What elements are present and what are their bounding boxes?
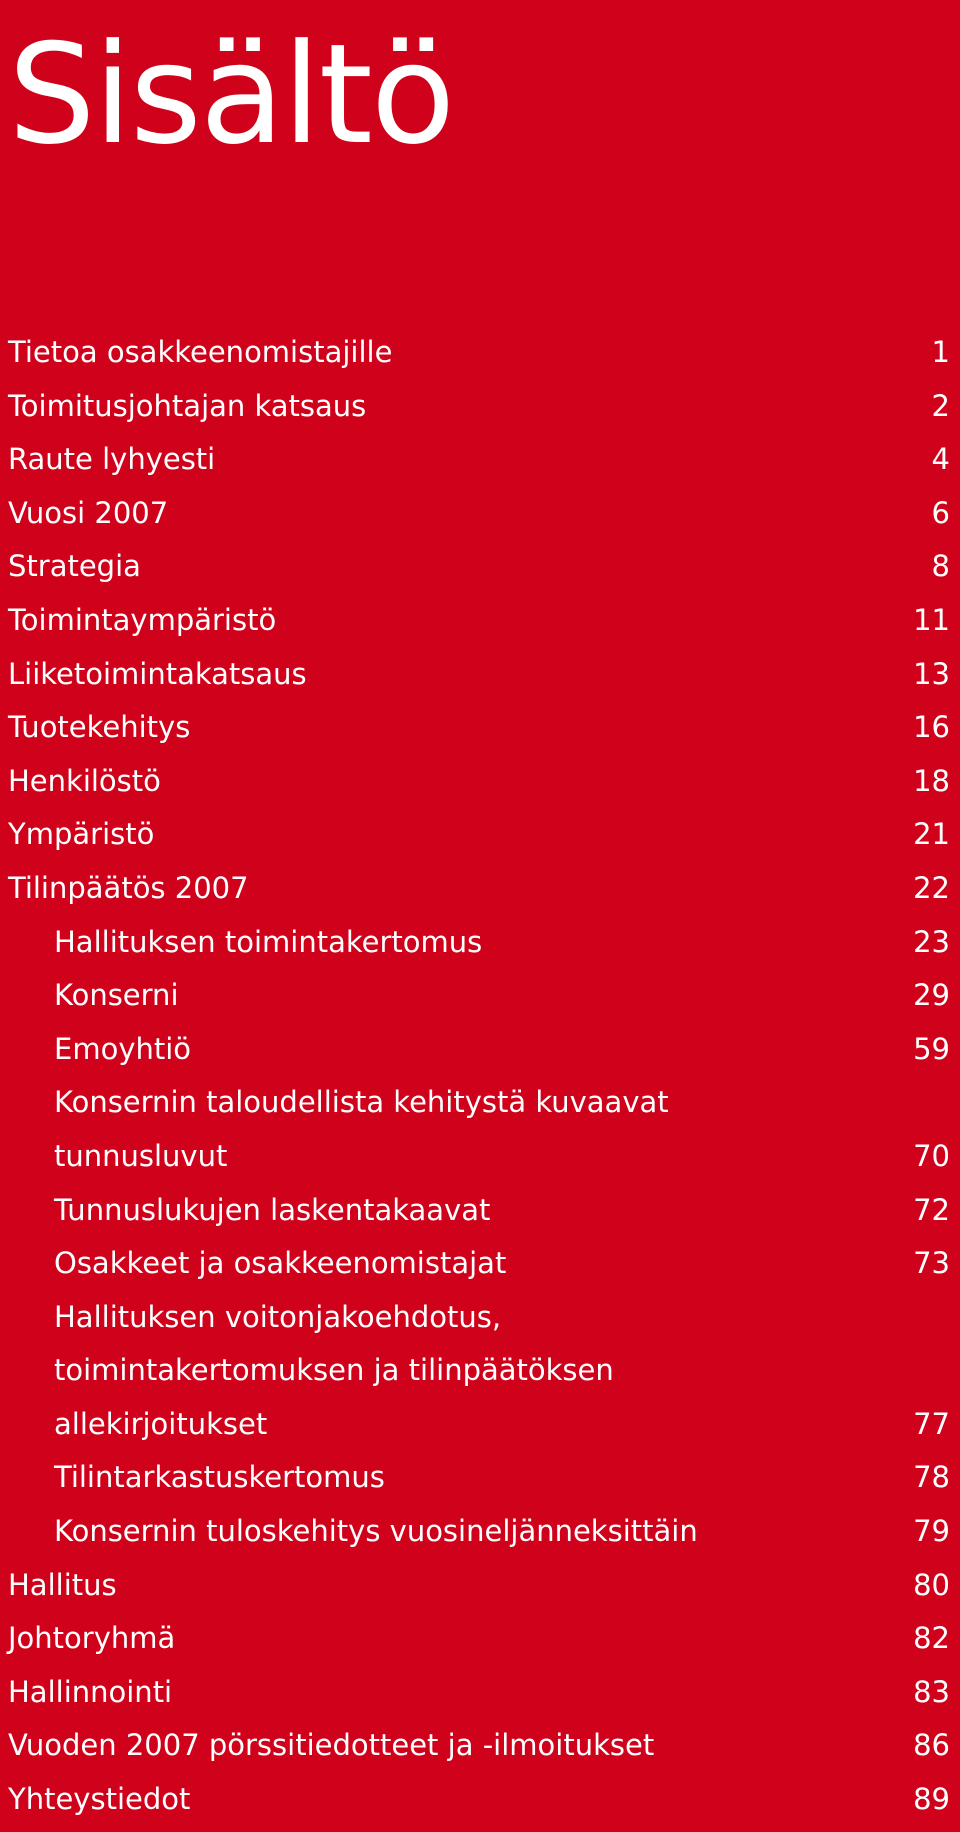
toc-subentry[interactable] [0,1023,960,1077]
toc-subentry[interactable] [0,916,960,970]
toc-entry-title: Konsernin tuloskehitys vuosineljänneksittäin [54,1514,698,1549]
toc-entry[interactable] [0,1666,960,1720]
toc-subentry[interactable] [0,1505,960,1559]
toc-entry-page: 2 [931,388,950,423]
toc-entry-page: 16 [913,710,950,745]
toc-entry-title: Johtoryhmä [8,1621,176,1656]
toc-entry-title: Hallituksen toimintakertomus [54,924,483,959]
toc-subentry[interactable] [0,1184,960,1238]
toc-entry[interactable] [0,540,960,594]
toc-entry-title: Hallinnointi [8,1674,173,1709]
toc-entry-page: 21 [913,817,950,852]
toc-entry[interactable] [0,755,960,809]
toc-entry-title: Hallituksen voitonjakoehdotus, [54,1299,502,1334]
toc-entry-page: 13 [913,656,950,691]
toc-entry-page: 70 [913,1138,950,1173]
toc-entry-title: Tietoa osakkeenomistajille [8,335,393,369]
toc-entry-page: 18 [913,763,950,798]
toc-entry-page: 1 [931,335,950,369]
toc-entry-page: 72 [913,1192,950,1227]
toc-entry-title: tunnusluvut [54,1138,228,1173]
toc-entry[interactable] [0,326,960,380]
toc-entry-page: 23 [913,924,950,959]
toc-entry-page: 78 [913,1460,950,1495]
toc-subentry[interactable] [0,969,960,1023]
toc-entry-page: 77 [913,1406,950,1441]
toc-entry-page: 86 [913,1728,950,1763]
toc-entry-page: 8 [931,549,950,584]
toc-entry-page: 11 [913,602,950,637]
toc-entry-page: 89 [913,1782,950,1817]
toc-entry[interactable] [0,808,960,862]
toc-entry-page: 6 [931,495,950,530]
toc-subentry[interactable] [0,1237,960,1291]
toc-entry-page: 82 [913,1621,950,1656]
toc-subentry[interactable] [0,1130,960,1184]
toc-subentry[interactable] [0,1291,960,1345]
toc-entry-title: Emoyhtiö [54,1031,192,1066]
toc-entry[interactable] [0,1719,960,1773]
toc-entry-title: Tilintarkastuskertomus [54,1460,385,1495]
toc-entry-page: 4 [931,442,950,477]
toc-entry-page: 29 [913,978,950,1013]
toc-subentry[interactable] [0,1076,960,1130]
toc-entry-title: Toimintaympäristö [8,602,277,637]
toc-entry-page: 80 [913,1567,950,1602]
toc-entry-title: Strategia [8,549,141,584]
page-title: Sisältö [8,14,454,175]
toc-entry-title: Vuoden 2007 pörssitiedotteet ja -ilmoitukset [8,1728,655,1763]
toc-entry-title: Toimitusjohtajan katsaus [8,388,367,423]
toc-entry-title: Konserni [54,978,179,1013]
toc-entry-title: Ympäristö [8,817,155,852]
toc-entry-title: Osakkeet ja osakkeenomistajat [54,1246,507,1281]
toc-entry-title: Henkilöstö [8,763,161,798]
toc-entry[interactable] [0,701,960,755]
toc-entry[interactable] [0,1559,960,1613]
toc-entry[interactable] [0,862,960,916]
toc-entry-title: Hallitus [8,1567,117,1602]
toc-entry-title: Tilinpäätös 2007 [8,870,249,905]
toc-subentry[interactable] [0,1344,960,1398]
toc-entry[interactable] [0,648,960,702]
toc-entry-title: toimintakertomuksen ja tilinpäätöksen [54,1353,614,1388]
toc-entry-page: 79 [913,1514,950,1549]
toc-entry-page: 83 [913,1674,950,1709]
toc-entry-title: Konsernin taloudellista kehitystä kuvaavat [54,1085,669,1120]
toc-entry[interactable] [0,1612,960,1666]
toc-subentry[interactable] [0,1451,960,1505]
toc-entry-title: Vuosi 2007 [8,495,169,530]
toc-entry-title: Yhteystiedot [8,1782,191,1817]
toc-entry[interactable] [0,487,960,541]
toc-entry-title: allekirjoitukset [54,1406,268,1441]
toc-entry[interactable] [0,380,960,434]
toc-entry[interactable] [0,1773,960,1827]
toc-entry-title: Liiketoimintakatsaus [8,656,307,691]
toc-entry-page: 59 [913,1031,950,1066]
toc-entry[interactable] [0,433,960,487]
toc-entry-title: Tunnuslukujen laskentakaavat [54,1192,491,1227]
toc-entry-title: Raute lyhyesti [8,442,216,477]
table-of-contents [0,326,960,1827]
toc-entry[interactable] [0,594,960,648]
toc-entry-page: 22 [913,870,950,905]
toc-entry-title: Tuotekehitys [8,710,191,745]
toc-entry-page: 73 [913,1246,950,1281]
toc-subentry[interactable] [0,1398,960,1452]
